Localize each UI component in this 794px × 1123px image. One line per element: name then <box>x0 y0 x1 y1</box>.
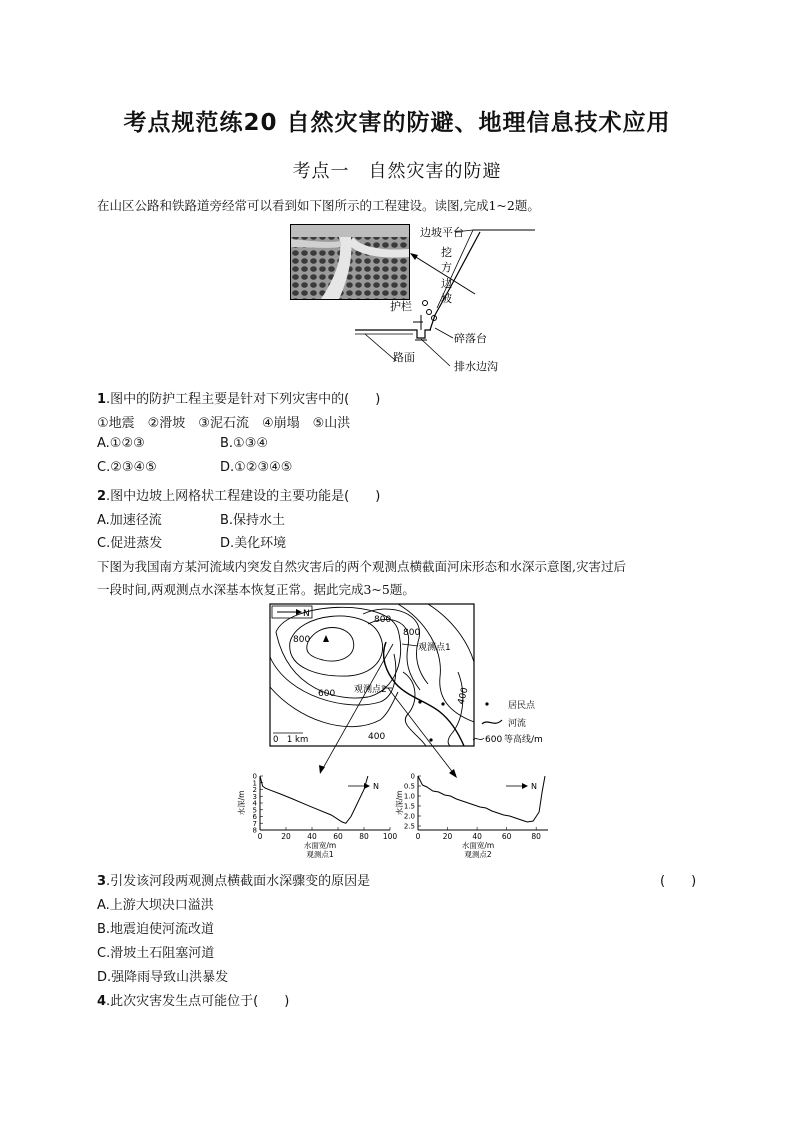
legend-contour-value: 600 <box>485 735 503 745</box>
x-tick-label: 60 <box>501 832 512 841</box>
q3-option-c[interactable]: C.滑坡土石阻塞河道 <box>97 946 215 961</box>
label-debris: 碎落台 <box>454 332 487 345</box>
x-tick-label: 80 <box>531 832 541 841</box>
intro-text-2a: 下图为我国南方某河流域内突发自然灾害后的两个观测点横截面河床形态和水深示意图,灾害过后 <box>97 559 626 574</box>
riverbed-profile-line <box>418 776 545 822</box>
label-slope-2: 方 <box>441 261 452 274</box>
y-tick-label: 8 <box>252 826 257 835</box>
x-tick-label: 40 <box>307 832 317 841</box>
y-tick-label: 2 <box>252 786 257 794</box>
q2-option-d[interactable]: D.美化环境 <box>220 536 287 551</box>
chart-station-2 <box>394 770 564 865</box>
north-arrow-head <box>364 783 370 789</box>
q1-option-d[interactable]: D.①②③④⑤ <box>220 460 293 475</box>
contour-label-400-a: 400 <box>368 732 386 742</box>
x-tick-label: 100 <box>382 832 398 841</box>
y-tick-label: 0 <box>252 772 257 781</box>
q3-answer-bracket: ( ) <box>660 874 697 889</box>
question-1: 1.图中的防护工程主要是针对下列灾害中的( ) <box>97 392 381 407</box>
question-2: 2.图中边坡上网格状工程建设的主要功能是( ) <box>97 489 381 504</box>
contour-label-400-b: 400 <box>456 686 471 706</box>
q3-option-d[interactable]: D.强降雨导致山洪暴发 <box>97 970 229 985</box>
y-tick-label: 1 <box>252 779 257 788</box>
legend-settlement: 居民点 <box>508 701 536 711</box>
chart-title: 观测点2 <box>464 850 492 859</box>
slope-diagram <box>355 220 535 380</box>
y-tick-label: 0.5 <box>403 782 415 791</box>
label-road: 路面 <box>393 351 415 364</box>
y-tick-label: 1.5 <box>403 802 415 811</box>
q3-option-b[interactable]: B.地震迫使河流改道 <box>97 922 215 937</box>
y-tick-label: 6 <box>252 813 257 821</box>
chart-xlabel: 水面宽/m <box>303 841 337 850</box>
intro-text-2b: 一段时间,两观测点水深基本恢复正常。据此完成3~5题。 <box>97 582 415 597</box>
station-2-label: 观测点2 <box>354 685 387 695</box>
chart-title: 观测点1 <box>306 850 334 859</box>
contour-label-600: 600 <box>318 689 336 699</box>
question-3: 3.引发该河段两观测点横截面水深骤变的原因是 <box>97 874 371 889</box>
q1-option-a[interactable]: A.①②③ <box>97 436 145 451</box>
y-tick-label: 0 <box>410 772 415 781</box>
x-tick-label: 0 <box>415 832 421 841</box>
label-guardrail: 护栏 <box>390 300 412 313</box>
q1-option-b[interactable]: B.①③④ <box>220 436 269 451</box>
map-north: N <box>303 609 310 619</box>
chart-north-label: N <box>373 782 379 791</box>
x-tick-label: 60 <box>333 832 343 841</box>
q2-option-b[interactable]: B.保持水土 <box>220 513 286 528</box>
question-4: 4.此次灾害发生点可能位于( ) <box>97 994 290 1009</box>
q1-option-c[interactable]: C.②③④⑤ <box>97 460 157 475</box>
map-scale: 0 1 km <box>273 735 309 745</box>
legend-river: 河流 <box>508 719 527 729</box>
y-tick-label: 3 <box>252 792 257 801</box>
x-tick-label: 40 <box>472 832 482 841</box>
chart-station-1 <box>236 770 406 865</box>
y-tick-label: 1.0 <box>403 792 415 801</box>
chart-ylabel: 水深/m <box>237 790 246 816</box>
north-arrow-head <box>522 783 528 789</box>
station-1-label: 观测点1 <box>418 643 451 653</box>
x-tick-label: 0 <box>257 832 263 841</box>
legend-contour: 等高线/m <box>504 735 543 745</box>
question-1-items: ①地震 ②滑坡 ③泥石流 ④崩塌 ⑤山洪 <box>97 416 351 431</box>
page-title: 考点规范练20 自然灾害的防避、地理信息技术应用 <box>123 110 671 136</box>
contour-label-800-b: 800 <box>374 615 392 625</box>
label-slope-3: 边 <box>441 277 452 290</box>
y-tick-label: 7 <box>252 819 257 828</box>
chart-ylabel: 水深/m <box>395 790 404 816</box>
y-tick-label: 4 <box>252 799 257 808</box>
x-tick-label: 20 <box>281 832 291 841</box>
q2-option-a[interactable]: A.加速径流 <box>97 513 162 528</box>
x-tick-label: 80 <box>359 832 369 841</box>
q3-option-a[interactable]: A.上游大坝决口溢洪 <box>97 898 214 913</box>
label-drain: 排水边沟 <box>454 360 498 373</box>
contour-label-800-a: 800 <box>293 635 311 645</box>
y-tick-label: 2.0 <box>403 812 415 821</box>
label-slope-4: 坡 <box>441 292 452 305</box>
intro-text-1: 在山区公路和铁路道旁经常可以看到如下图所示的工程建设。读图,完成1~2题。 <box>97 198 540 213</box>
section-title: 考点一 自然灾害的防避 <box>292 161 502 182</box>
label-slope-1: 挖 <box>441 246 452 259</box>
y-tick-label: 2.5 <box>403 822 415 831</box>
label-platform: 边坡平台 <box>420 226 464 239</box>
contour-label-800-c: 800 <box>403 628 421 638</box>
chart-xlabel: 水面宽/m <box>461 841 495 850</box>
x-tick-label: 20 <box>442 832 453 841</box>
riverbed-profile-line <box>260 776 368 823</box>
y-tick-label: 5 <box>252 806 257 815</box>
q2-option-c[interactable]: C.促进蒸发 <box>97 536 163 551</box>
chart-north-label: N <box>531 782 537 791</box>
